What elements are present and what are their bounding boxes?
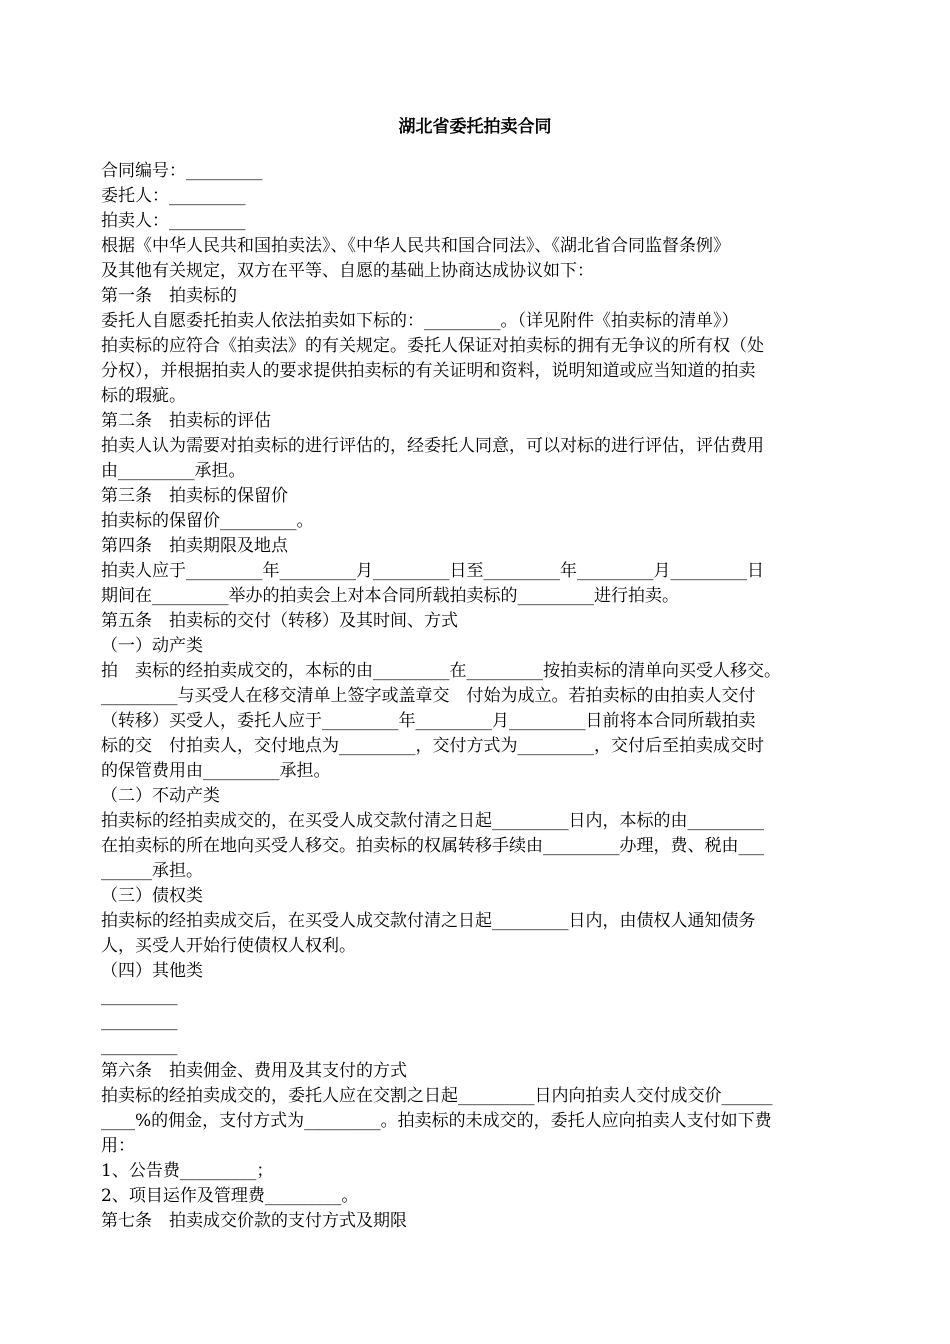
subsection-heading: （二）不动产类 <box>101 786 220 806</box>
section-heading: 第五条 拍卖标的交付（转移）及其时间、方式 <box>101 611 458 631</box>
section-heading: 第一条 拍卖标的 <box>101 286 237 306</box>
text-line: 拍卖标的经拍卖成交后，在买受人成交款付清之日起_________日内，由债权人通知债务 <box>101 911 756 931</box>
subsection-heading: （一）动产类 <box>101 636 203 656</box>
text-line: 及其他有关规定，双方在平等、自愿的基础上协商达成协议如下： <box>101 261 594 281</box>
text-line: 合同编号：_________ <box>101 161 263 181</box>
text-line: （转移）买受人，委托人应于_________年_________月_________日前将本合同所载拍卖 <box>101 711 756 731</box>
text-line: 拍卖标的保留价_________。 <box>101 511 314 531</box>
section-heading: 第四条 拍卖期限及地点 <box>101 536 288 556</box>
blank-line: _________ <box>101 986 178 1006</box>
text-line: 拍卖人认为需要对拍卖标的进行评估的，经委托人同意，可以对标的进行评估，评估费用 <box>101 436 764 456</box>
text-line: 拍卖人应于_________年_________月_________日至_________年_________月_________日 <box>101 561 764 581</box>
text-line: 委托人自愿委托拍卖人依法拍卖如下标的：_________。（详见附件《拍卖标的清单》） <box>101 311 739 331</box>
text-line: 人，买受人开始行使债权人权利。 <box>101 936 356 956</box>
text-line: 期间在_________举办的拍卖会上对本合同所载拍卖标的_________进行拍卖。 <box>101 586 679 606</box>
text-line: 用： <box>101 1136 135 1156</box>
text-line: 分权），并根据拍卖人的要求提供拍卖标的有关证明和资料，说明知道或应当知道的拍卖 <box>101 361 756 381</box>
text-line: 根据《中华人民共和国拍卖法》、《中华人民共和国合同法》、《湖北省合同监督条例》 <box>101 236 730 256</box>
text-line: 拍卖标的经拍卖成交的，委托人应在交割之日起_________日内向拍卖人交付成交价______ <box>101 1086 773 1106</box>
list-item: 2、项目运作及管理费_________。 <box>101 1186 359 1206</box>
text-line: 拍卖人：_________ <box>101 211 246 231</box>
section-heading: 第六条 拍卖佣金、费用及其支付的方式 <box>101 1061 407 1081</box>
text-line: 的保管费用由_________承担。 <box>101 761 331 781</box>
document-title: 湖北省委托拍卖合同 <box>398 117 552 137</box>
text-line: ______承担。 <box>101 861 203 881</box>
subsection-heading: （四）其他类 <box>101 961 203 981</box>
text-line: ____%的佣金，支付方式为_________。拍卖标的未成交的，委托人应向拍卖人支付如下费 <box>101 1111 772 1131</box>
section-heading: 第二条 拍卖标的评估 <box>101 411 271 431</box>
text-line: 标的瑕疵。 <box>101 386 186 406</box>
text-line: 标的交 付拍卖人，交付地点为_________，交付方式为_________，交付后至拍卖成交时 <box>101 736 764 756</box>
document-body <box>101 159 849 1234</box>
blank-line: _________ <box>101 1036 178 1056</box>
blank-line: _________ <box>101 1011 178 1031</box>
section-heading: 第三条 拍卖标的保留价 <box>101 486 288 506</box>
section-heading: 第七条 拍卖成交价款的支付方式及期限 <box>101 1211 407 1231</box>
text-line: 由_________承担。 <box>101 461 246 481</box>
text-line: 在拍卖标的所在地向买受人移交。拍卖标的权属转移手续由_________办理，费、税由___ <box>101 836 764 856</box>
text-line: 拍卖标的经拍卖成交的，在买受人成交款付清之日起_________日内，本标的由_________ <box>101 811 764 831</box>
text-line: 拍 卖标的经拍卖成交的，本标的由_________在_________按拍卖标的清单向买受人移交。 <box>101 661 781 681</box>
text-line: 委托人：_________ <box>101 186 246 206</box>
subsection-heading: （三）债权类 <box>101 886 203 906</box>
list-item: 1、公告费_________； <box>101 1161 274 1181</box>
text-line: _________与买受人在移交清单上签字或盖章交 付始为成立。若拍卖标的由拍卖人交付 <box>101 686 756 706</box>
text-line: 拍卖标的应符合《拍卖法》的有关规定。委托人保证对拍卖标的拥有无争议的所有权（处 <box>101 336 764 356</box>
